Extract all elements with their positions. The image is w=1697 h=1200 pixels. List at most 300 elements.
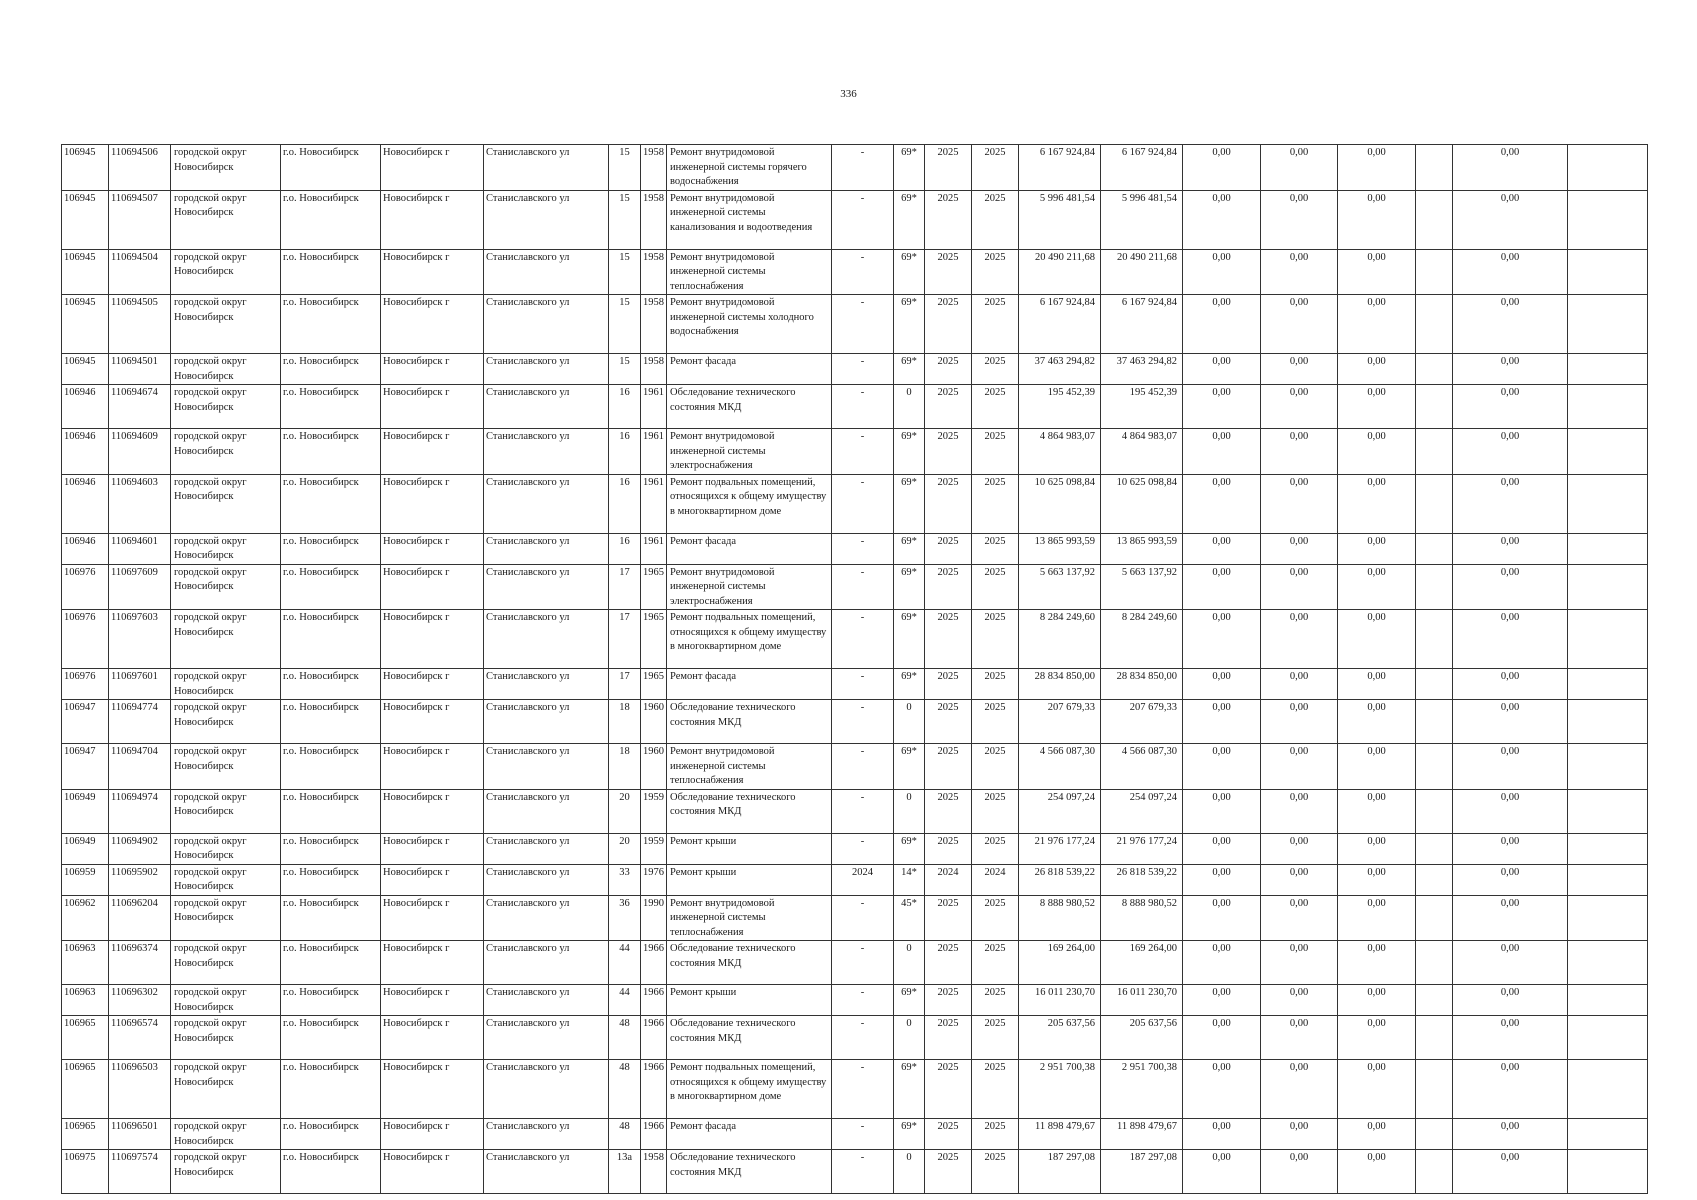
cell-value-2: 0,00 — [1261, 789, 1338, 833]
cell-cost-fund: 195 452,39 — [1101, 385, 1183, 429]
cell-value-2: 0,00 — [1261, 1016, 1338, 1060]
cell-value-3: 0,00 — [1338, 429, 1416, 475]
cell-work-type: Ремонт внутридомовой инженерной системы электроснабжения — [667, 429, 832, 475]
cell-work-type: Ремонт внутридомовой инженерной системы теплоснабжения — [667, 249, 832, 295]
cell-value-3: 0,00 — [1338, 789, 1416, 833]
table-row — [62, 895, 1648, 941]
cell-code: 110694501 — [109, 354, 171, 385]
cell-blank — [1568, 864, 1648, 895]
cell-blank — [1416, 474, 1453, 533]
cell-value-1: 0,00 — [1183, 1150, 1261, 1194]
cell-street: Станиславского ул — [484, 744, 609, 790]
cell-wear: 69* — [894, 833, 925, 864]
cell-value-2: 0,00 — [1261, 385, 1338, 429]
cell-settlement: Новосибирск г — [381, 295, 484, 354]
cell-cost-fund: 254 097,24 — [1101, 789, 1183, 833]
cell-year-built: 1959 — [641, 789, 667, 833]
cell-municipality: г.о. Новосибирск — [281, 145, 381, 191]
cell-wear: 69* — [894, 145, 925, 191]
cell-blank — [1416, 895, 1453, 941]
cell-id: 106945 — [62, 295, 109, 354]
cell-year-end: 2025 — [972, 1060, 1019, 1119]
cell-settlement: Новосибирск г — [381, 1150, 484, 1194]
cell-district: городской округ Новосибирск — [171, 669, 281, 700]
cell-year-built: 1966 — [641, 941, 667, 985]
cell-year-start: 2025 — [925, 474, 972, 533]
cell-prev-year: - — [832, 249, 894, 295]
cell-prev-year: - — [832, 610, 894, 669]
table-row — [62, 354, 1648, 385]
cell-value-4: 0,00 — [1453, 1150, 1568, 1194]
cell-year-start: 2025 — [925, 941, 972, 985]
cell-blank — [1568, 354, 1648, 385]
cell-blank — [1416, 145, 1453, 191]
cell-street: Станиславского ул — [484, 429, 609, 475]
cell-house: 20 — [609, 833, 641, 864]
cell-house: 17 — [609, 669, 641, 700]
cell-value-3: 0,00 — [1338, 145, 1416, 191]
cell-blank — [1416, 833, 1453, 864]
cell-blank — [1568, 941, 1648, 985]
cell-blank — [1416, 941, 1453, 985]
cell-value-4: 0,00 — [1453, 610, 1568, 669]
cell-cost-fund: 20 490 211,68 — [1101, 249, 1183, 295]
cell-year-end: 2025 — [972, 385, 1019, 429]
cell-municipality: г.о. Новосибирск — [281, 1119, 381, 1150]
cell-id: 106946 — [62, 429, 109, 475]
cell-blank — [1416, 429, 1453, 475]
cell-code: 110697603 — [109, 610, 171, 669]
cell-district: городской округ Новосибирск — [171, 789, 281, 833]
cell-prev-year: - — [832, 895, 894, 941]
cell-municipality: г.о. Новосибирск — [281, 744, 381, 790]
cell-cost-fund: 6 167 924,84 — [1101, 145, 1183, 191]
cell-prev-year: - — [832, 145, 894, 191]
cell-blank — [1416, 789, 1453, 833]
cell-year-start: 2025 — [925, 895, 972, 941]
cell-district: городской округ Новосибирск — [171, 429, 281, 475]
cell-year-start: 2025 — [925, 985, 972, 1016]
cell-value-1: 0,00 — [1183, 669, 1261, 700]
cell-municipality: г.о. Новосибирск — [281, 564, 381, 610]
cell-cost-total: 205 637,56 — [1019, 1016, 1101, 1060]
cell-work-type: Ремонт крыши — [667, 833, 832, 864]
cell-year-end: 2025 — [972, 1119, 1019, 1150]
table-row — [62, 941, 1648, 985]
cell-value-2: 0,00 — [1261, 985, 1338, 1016]
cell-cost-fund: 10 625 098,84 — [1101, 474, 1183, 533]
cell-value-1: 0,00 — [1183, 700, 1261, 744]
table-row — [62, 789, 1648, 833]
cell-prev-year: - — [832, 533, 894, 564]
cell-municipality: г.о. Новосибирск — [281, 190, 381, 249]
cell-street: Станиславского ул — [484, 533, 609, 564]
cell-cost-total: 6 167 924,84 — [1019, 295, 1101, 354]
cell-id: 106965 — [62, 1016, 109, 1060]
cell-house: 13а — [609, 1150, 641, 1194]
cell-blank — [1416, 564, 1453, 610]
cell-value-4: 0,00 — [1453, 249, 1568, 295]
cell-work-type: Обследование технического состояния МКД — [667, 789, 832, 833]
cell-year-start: 2024 — [925, 864, 972, 895]
cell-year-end: 2025 — [972, 985, 1019, 1016]
cell-blank — [1568, 190, 1648, 249]
cell-value-3: 0,00 — [1338, 1119, 1416, 1150]
cell-municipality: г.о. Новосибирск — [281, 354, 381, 385]
cell-municipality: г.о. Новосибирск — [281, 249, 381, 295]
cell-year-end: 2025 — [972, 474, 1019, 533]
table-row — [62, 1016, 1648, 1060]
cell-value-4: 0,00 — [1453, 1119, 1568, 1150]
cell-value-4: 0,00 — [1453, 295, 1568, 354]
cell-year-start: 2025 — [925, 533, 972, 564]
cell-year-built: 1966 — [641, 985, 667, 1016]
cell-work-type: Ремонт внутридомовой инженерной системы горячего водоснабжения — [667, 145, 832, 191]
cell-wear: 69* — [894, 474, 925, 533]
cell-blank — [1568, 1119, 1648, 1150]
cell-year-end: 2025 — [972, 295, 1019, 354]
cell-value-3: 0,00 — [1338, 385, 1416, 429]
cell-blank — [1568, 700, 1648, 744]
cell-year-built: 1961 — [641, 474, 667, 533]
cell-wear: 69* — [894, 744, 925, 790]
cell-district: городской округ Новосибирск — [171, 1119, 281, 1150]
cell-id: 106965 — [62, 1060, 109, 1119]
cell-value-3: 0,00 — [1338, 354, 1416, 385]
cell-year-built: 1965 — [641, 610, 667, 669]
cell-value-1: 0,00 — [1183, 385, 1261, 429]
cell-value-2: 0,00 — [1261, 1150, 1338, 1194]
cell-cost-fund: 37 463 294,82 — [1101, 354, 1183, 385]
cell-street: Станиславского ул — [484, 700, 609, 744]
cell-year-end: 2025 — [972, 700, 1019, 744]
cell-district: городской округ Новосибирск — [171, 249, 281, 295]
cell-year-start: 2025 — [925, 249, 972, 295]
cell-value-2: 0,00 — [1261, 700, 1338, 744]
cell-year-built: 1958 — [641, 145, 667, 191]
cell-work-type: Ремонт крыши — [667, 864, 832, 895]
cell-value-1: 0,00 — [1183, 941, 1261, 985]
cell-value-4: 0,00 — [1453, 985, 1568, 1016]
cell-value-4: 0,00 — [1453, 789, 1568, 833]
cell-year-start: 2025 — [925, 145, 972, 191]
cell-year-built: 1958 — [641, 1150, 667, 1194]
cell-cost-fund: 26 818 539,22 — [1101, 864, 1183, 895]
cell-blank — [1416, 1119, 1453, 1150]
cell-blank — [1416, 1150, 1453, 1194]
cell-value-3: 0,00 — [1338, 564, 1416, 610]
cell-year-built: 1958 — [641, 249, 667, 295]
cell-work-type: Ремонт подвальных помещений, относящихся к общему имуществу в многоквартирном доме — [667, 1060, 832, 1119]
cell-street: Станиславского ул — [484, 941, 609, 985]
cell-blank — [1416, 744, 1453, 790]
cell-year-built: 1958 — [641, 354, 667, 385]
cell-settlement: Новосибирск г — [381, 145, 484, 191]
cell-value-4: 0,00 — [1453, 354, 1568, 385]
cell-cost-fund: 8 888 980,52 — [1101, 895, 1183, 941]
cell-blank — [1416, 864, 1453, 895]
cell-prev-year: - — [832, 564, 894, 610]
cell-prev-year: - — [832, 1150, 894, 1194]
table-row — [62, 669, 1648, 700]
cell-wear: 14* — [894, 864, 925, 895]
cell-code: 110694609 — [109, 429, 171, 475]
cell-blank — [1568, 669, 1648, 700]
table-row — [62, 833, 1648, 864]
cell-value-1: 0,00 — [1183, 1016, 1261, 1060]
cell-blank — [1568, 385, 1648, 429]
cell-wear: 69* — [894, 354, 925, 385]
cell-value-1: 0,00 — [1183, 429, 1261, 475]
cell-prev-year: - — [832, 429, 894, 475]
cell-value-3: 0,00 — [1338, 1060, 1416, 1119]
cell-value-1: 0,00 — [1183, 474, 1261, 533]
cell-value-4: 0,00 — [1453, 533, 1568, 564]
cell-wear: 69* — [894, 669, 925, 700]
cell-district: городской округ Новосибирск — [171, 1060, 281, 1119]
cell-year-start: 2025 — [925, 1016, 972, 1060]
cell-cost-total: 11 898 479,67 — [1019, 1119, 1101, 1150]
cell-blank — [1568, 1150, 1648, 1194]
cell-year-end: 2025 — [972, 833, 1019, 864]
cell-blank — [1568, 610, 1648, 669]
cell-year-built: 1965 — [641, 669, 667, 700]
cell-settlement: Новосибирск г — [381, 190, 484, 249]
cell-cost-total: 16 011 230,70 — [1019, 985, 1101, 1016]
cell-value-1: 0,00 — [1183, 249, 1261, 295]
cell-street: Станиславского ул — [484, 985, 609, 1016]
cell-value-3: 0,00 — [1338, 190, 1416, 249]
cell-work-type: Обследование технического состояния МКД — [667, 385, 832, 429]
cell-id: 106976 — [62, 610, 109, 669]
cell-blank — [1568, 249, 1648, 295]
cell-municipality: г.о. Новосибирск — [281, 864, 381, 895]
cell-district: городской округ Новосибирск — [171, 941, 281, 985]
cell-cost-total: 20 490 211,68 — [1019, 249, 1101, 295]
cell-value-1: 0,00 — [1183, 564, 1261, 610]
cell-code: 110696501 — [109, 1119, 171, 1150]
cell-street: Станиславского ул — [484, 249, 609, 295]
cell-district: городской округ Новосибирск — [171, 1150, 281, 1194]
cell-street: Станиславского ул — [484, 1016, 609, 1060]
cell-house: 48 — [609, 1060, 641, 1119]
cell-value-3: 0,00 — [1338, 895, 1416, 941]
cell-district: городской округ Новосибирск — [171, 354, 281, 385]
cell-code: 110697574 — [109, 1150, 171, 1194]
cell-value-1: 0,00 — [1183, 1060, 1261, 1119]
cell-wear: 69* — [894, 610, 925, 669]
cell-wear: 69* — [894, 190, 925, 249]
cell-id: 106965 — [62, 1119, 109, 1150]
cell-settlement: Новосибирск г — [381, 789, 484, 833]
cell-work-type: Ремонт подвальных помещений, относящихся к общему имуществу в многоквартирном доме — [667, 610, 832, 669]
cell-year-built: 1966 — [641, 1060, 667, 1119]
cell-value-1: 0,00 — [1183, 295, 1261, 354]
cell-cost-total: 21 976 177,24 — [1019, 833, 1101, 864]
cell-prev-year: - — [832, 789, 894, 833]
cell-settlement: Новосибирск г — [381, 864, 484, 895]
cell-municipality: г.о. Новосибирск — [281, 1060, 381, 1119]
cell-blank — [1568, 985, 1648, 1016]
cell-wear: 0 — [894, 1150, 925, 1194]
cell-year-end: 2025 — [972, 564, 1019, 610]
cell-value-2: 0,00 — [1261, 429, 1338, 475]
table-row — [62, 985, 1648, 1016]
cell-year-end: 2025 — [972, 1150, 1019, 1194]
cell-prev-year: - — [832, 700, 894, 744]
cell-value-4: 0,00 — [1453, 833, 1568, 864]
cell-district: городской округ Новосибирск — [171, 564, 281, 610]
cell-settlement: Новосибирск г — [381, 533, 484, 564]
cell-district: городской округ Новосибирск — [171, 533, 281, 564]
table-row — [62, 1150, 1648, 1194]
cell-municipality: г.о. Новосибирск — [281, 895, 381, 941]
cell-year-start: 2025 — [925, 744, 972, 790]
table-row — [62, 564, 1648, 610]
cell-value-2: 0,00 — [1261, 354, 1338, 385]
cell-year-start: 2025 — [925, 429, 972, 475]
cell-municipality: г.о. Новосибирск — [281, 429, 381, 475]
cell-blank — [1568, 789, 1648, 833]
cell-prev-year: - — [832, 985, 894, 1016]
cell-prev-year: - — [832, 941, 894, 985]
cell-municipality: г.о. Новосибирск — [281, 789, 381, 833]
cell-district: городской округ Новосибирск — [171, 190, 281, 249]
cell-cost-fund: 4 864 983,07 — [1101, 429, 1183, 475]
cell-value-2: 0,00 — [1261, 1119, 1338, 1150]
cell-wear: 0 — [894, 789, 925, 833]
cell-prev-year: - — [832, 190, 894, 249]
cell-cost-total: 5 996 481,54 — [1019, 190, 1101, 249]
cell-value-3: 0,00 — [1338, 669, 1416, 700]
cell-value-1: 0,00 — [1183, 744, 1261, 790]
cell-street: Станиславского ул — [484, 1150, 609, 1194]
cell-work-type: Ремонт внутридомовой инженерной системы теплоснабжения — [667, 744, 832, 790]
cell-prev-year: - — [832, 354, 894, 385]
cell-blank — [1416, 1016, 1453, 1060]
cell-value-4: 0,00 — [1453, 941, 1568, 985]
cell-wear: 0 — [894, 941, 925, 985]
cell-blank — [1416, 295, 1453, 354]
cell-value-2: 0,00 — [1261, 864, 1338, 895]
cell-house: 36 — [609, 895, 641, 941]
cell-value-1: 0,00 — [1183, 789, 1261, 833]
cell-municipality: г.о. Новосибирск — [281, 533, 381, 564]
table-row — [62, 1060, 1648, 1119]
cell-district: городской округ Новосибирск — [171, 864, 281, 895]
cell-work-type: Ремонт внутридомовой инженерной системы теплоснабжения — [667, 895, 832, 941]
cell-street: Станиславского ул — [484, 610, 609, 669]
cell-value-3: 0,00 — [1338, 700, 1416, 744]
cell-value-1: 0,00 — [1183, 864, 1261, 895]
cell-value-3: 0,00 — [1338, 833, 1416, 864]
cell-prev-year: 2024 — [832, 864, 894, 895]
cell-code: 110694507 — [109, 190, 171, 249]
cell-blank — [1416, 249, 1453, 295]
cell-id: 106945 — [62, 354, 109, 385]
cell-year-start: 2025 — [925, 700, 972, 744]
cell-street: Станиславского ул — [484, 669, 609, 700]
cell-value-4: 0,00 — [1453, 385, 1568, 429]
cell-wear: 0 — [894, 1016, 925, 1060]
cell-work-type: Ремонт крыши — [667, 985, 832, 1016]
cell-id: 106959 — [62, 864, 109, 895]
cell-municipality: г.о. Новосибирск — [281, 941, 381, 985]
cell-wear: 69* — [894, 1119, 925, 1150]
cell-cost-total: 4 566 087,30 — [1019, 744, 1101, 790]
cell-year-end: 2025 — [972, 610, 1019, 669]
cell-settlement: Новосибирск г — [381, 1016, 484, 1060]
cell-code: 110696204 — [109, 895, 171, 941]
cell-house: 44 — [609, 941, 641, 985]
cell-code: 110694974 — [109, 789, 171, 833]
cell-blank — [1568, 1060, 1648, 1119]
cell-blank — [1416, 354, 1453, 385]
cell-prev-year: - — [832, 385, 894, 429]
table-row — [62, 429, 1648, 475]
cell-year-start: 2025 — [925, 354, 972, 385]
cell-wear: 0 — [894, 700, 925, 744]
cell-value-1: 0,00 — [1183, 833, 1261, 864]
cell-street: Станиславского ул — [484, 190, 609, 249]
cell-value-2: 0,00 — [1261, 145, 1338, 191]
cell-settlement: Новосибирск г — [381, 249, 484, 295]
cell-code: 110694506 — [109, 145, 171, 191]
cell-value-1: 0,00 — [1183, 1119, 1261, 1150]
cell-cost-fund: 16 011 230,70 — [1101, 985, 1183, 1016]
cell-value-2: 0,00 — [1261, 895, 1338, 941]
cell-code: 110696574 — [109, 1016, 171, 1060]
cell-value-1: 0,00 — [1183, 533, 1261, 564]
cell-district: городской округ Новосибирск — [171, 145, 281, 191]
cell-prev-year: - — [832, 833, 894, 864]
cell-code: 110696374 — [109, 941, 171, 985]
cell-street: Станиславского ул — [484, 789, 609, 833]
cell-street: Станиславского ул — [484, 295, 609, 354]
cell-work-type: Ремонт фасада — [667, 533, 832, 564]
cell-value-4: 0,00 — [1453, 474, 1568, 533]
cell-cost-total: 254 097,24 — [1019, 789, 1101, 833]
cell-year-built: 1961 — [641, 385, 667, 429]
cell-street: Станиславского ул — [484, 864, 609, 895]
cell-blank — [1416, 1060, 1453, 1119]
cell-municipality: г.о. Новосибирск — [281, 295, 381, 354]
cell-year-start: 2025 — [925, 564, 972, 610]
cell-cost-fund: 21 976 177,24 — [1101, 833, 1183, 864]
cell-house: 16 — [609, 533, 641, 564]
cell-house: 15 — [609, 145, 641, 191]
cell-code: 110694674 — [109, 385, 171, 429]
cell-settlement: Новосибирск г — [381, 744, 484, 790]
cell-year-built: 1960 — [641, 744, 667, 790]
cell-blank — [1416, 385, 1453, 429]
cell-id: 106949 — [62, 833, 109, 864]
cell-district: городской округ Новосибирск — [171, 610, 281, 669]
cell-blank — [1416, 610, 1453, 669]
cell-id: 106975 — [62, 1150, 109, 1194]
cell-cost-total: 6 167 924,84 — [1019, 145, 1101, 191]
cell-blank — [1568, 1016, 1648, 1060]
cell-year-built: 1976 — [641, 864, 667, 895]
cell-settlement: Новосибирск г — [381, 985, 484, 1016]
cell-year-end: 2025 — [972, 533, 1019, 564]
cell-wear: 69* — [894, 564, 925, 610]
table-row — [62, 474, 1648, 533]
cell-value-1: 0,00 — [1183, 354, 1261, 385]
cell-municipality: г.о. Новосибирск — [281, 474, 381, 533]
cell-work-type: Ремонт внутридомовой инженерной системы канализования и водоотведения — [667, 190, 832, 249]
cell-street: Станиславского ул — [484, 354, 609, 385]
